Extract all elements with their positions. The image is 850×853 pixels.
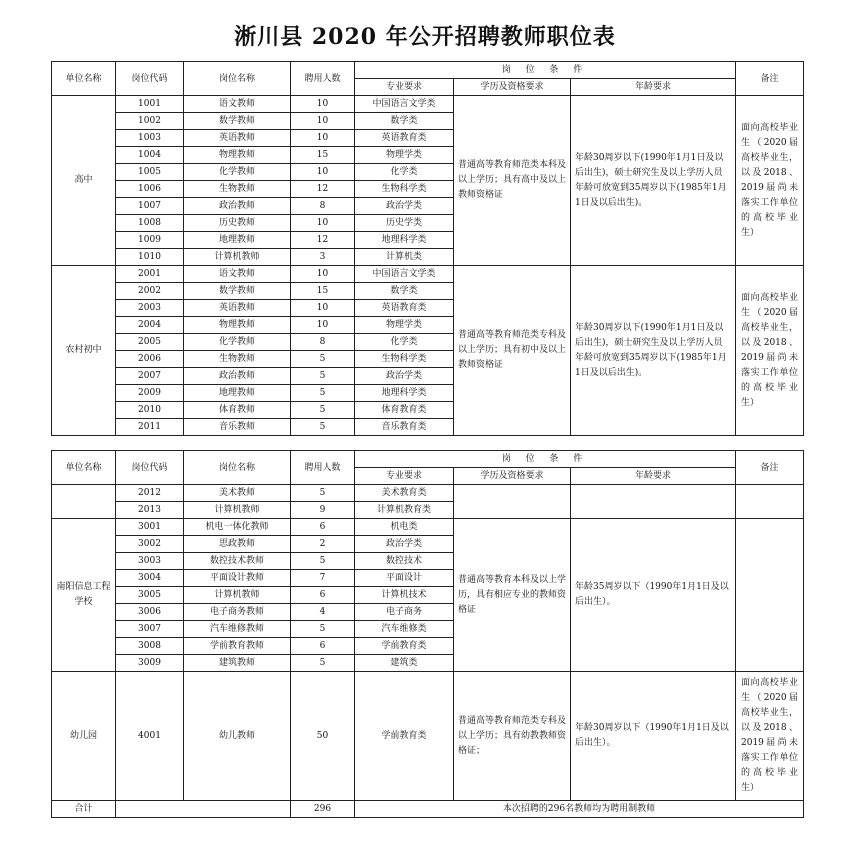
position-code: 1005: [116, 164, 184, 181]
position-code: 2009: [116, 385, 184, 402]
major-requirement: 生物科学类: [355, 351, 454, 368]
position-name: 学前教育教师: [184, 638, 291, 655]
position-code: 1003: [116, 130, 184, 147]
hire-count: 15: [291, 283, 355, 300]
major-requirement: 地理科学类: [355, 232, 454, 249]
position-name: 计算机教师: [184, 587, 291, 604]
position-code: 3009: [116, 655, 184, 672]
major-requirement: 机电类: [355, 519, 454, 536]
position-code: 1009: [116, 232, 184, 249]
vocational-school-group: [52, 519, 804, 672]
header-name: 岗位名称: [184, 62, 291, 96]
hire-count: 10: [291, 215, 355, 232]
hire-count: 50: [291, 672, 355, 801]
major-requirement: 物理学类: [355, 147, 454, 164]
header-code: 岗位代码: [116, 451, 184, 485]
position-code: 1004: [116, 147, 184, 164]
hire-count: 6: [291, 638, 355, 655]
header-age: 年龄要求: [571, 79, 736, 96]
position-code: 2005: [116, 334, 184, 351]
hire-count: 5: [291, 385, 355, 402]
kindergarten-group: [52, 672, 804, 801]
major-requirement: 美术教育类: [355, 485, 454, 502]
unit-name: 农村初中: [52, 266, 116, 436]
hire-count: 5: [291, 553, 355, 570]
remark: [736, 485, 804, 519]
position-name: 建筑教师: [184, 655, 291, 672]
header-code: 岗位代码: [116, 62, 184, 96]
major-requirement: 建筑类: [355, 655, 454, 672]
hire-count: 9: [291, 502, 355, 519]
position-name: 物理教师: [184, 317, 291, 334]
unit-name: 南阳信息工程学校: [52, 519, 116, 672]
hire-count: 5: [291, 402, 355, 419]
position-code: 2002: [116, 283, 184, 300]
hire-count: 10: [291, 317, 355, 334]
major-requirement: 音乐教育类: [355, 419, 454, 436]
high-school-group: [52, 96, 804, 266]
position-name: 体育教师: [184, 402, 291, 419]
major-requirement: 体育教育类: [355, 402, 454, 419]
major-requirement: 化学类: [355, 334, 454, 351]
major-requirement: 政治学类: [355, 198, 454, 215]
hire-count: 7: [291, 570, 355, 587]
hire-count: 4: [291, 604, 355, 621]
remark: 面向高校毕业生（2020届高校毕业生，以及2018、2019届尚未落实工作单位的高校毕业生）: [736, 266, 804, 436]
position-name: 语文教师: [184, 96, 291, 113]
position-name: 计算机教师: [184, 502, 291, 519]
table-row: [52, 266, 804, 283]
position-name: 生物教师: [184, 351, 291, 368]
position-name: 政治教师: [184, 368, 291, 385]
position-name: 生物教师: [184, 181, 291, 198]
position-name: 地理教师: [184, 385, 291, 402]
education-requirement: 普通高等教育师范类专科及以上学历；具有幼教教师资格证；: [454, 672, 571, 801]
position-name: 幼儿教师: [184, 672, 291, 801]
position-code: 2004: [116, 317, 184, 334]
position-code: 4001: [116, 672, 184, 801]
major-requirement: 电子商务: [355, 604, 454, 621]
age-requirement: 年龄30周岁以下(1990年1月1日及以后出生)，硕士研究生及以上学历人员年龄可放宽到35周岁以下(1985年1月1日及以后出生)。: [571, 96, 736, 266]
header-unit: 单位名称: [52, 451, 116, 485]
position-name: 英语教师: [184, 130, 291, 147]
hire-count: 10: [291, 164, 355, 181]
hire-count: 8: [291, 334, 355, 351]
unit-name: 高中: [52, 96, 116, 266]
total-note: 本次招聘的296名教师均为聘用制教师: [355, 801, 804, 818]
major-requirement: 化学类: [355, 164, 454, 181]
hire-count: 10: [291, 266, 355, 283]
position-code: 1010: [116, 249, 184, 266]
position-code: 2001: [116, 266, 184, 283]
position-name: 计算机教师: [184, 249, 291, 266]
major-requirement: 英语教育类: [355, 130, 454, 147]
major-requirement: 学前教育类: [355, 638, 454, 655]
header-count: 聘用人数: [291, 451, 355, 485]
header-remark: 备注: [736, 451, 804, 485]
position-name: 语文教师: [184, 266, 291, 283]
position-name: 数学教师: [184, 113, 291, 130]
major-requirement: 平面设计: [355, 570, 454, 587]
position-name: 物理教师: [184, 147, 291, 164]
hire-count: 5: [291, 655, 355, 672]
header-age: 年龄要求: [571, 468, 736, 485]
table-row: [52, 485, 804, 502]
position-name: 数控技术教师: [184, 553, 291, 570]
hire-count: 5: [291, 368, 355, 385]
remark: [736, 519, 804, 672]
header-education: 学历及资格要求: [454, 79, 571, 96]
position-name: 音乐教师: [184, 419, 291, 436]
education-requirement: 普通高等教育本科及以上学历，具有相应专业的教师资格证: [454, 519, 571, 672]
position-code: 1002: [116, 113, 184, 130]
position-code: 3001: [116, 519, 184, 536]
major-requirement: 地理科学类: [355, 385, 454, 402]
position-name: 历史教师: [184, 215, 291, 232]
position-name: 化学教师: [184, 164, 291, 181]
header-conditions: 岗 位 条 件: [355, 62, 736, 79]
header-name: 岗位名称: [184, 451, 291, 485]
position-code: 3004: [116, 570, 184, 587]
unit-name: 幼儿园: [52, 672, 116, 801]
hire-count: 5: [291, 621, 355, 638]
header-major: 专业要求: [355, 79, 454, 96]
position-code: 2010: [116, 402, 184, 419]
position-name: 英语教师: [184, 300, 291, 317]
hire-count: 5: [291, 419, 355, 436]
major-requirement: 计算机教育类: [355, 502, 454, 519]
hire-count: 6: [291, 587, 355, 604]
major-requirement: 政治学类: [355, 368, 454, 385]
position-name: 思政教师: [184, 536, 291, 553]
position-code: 1008: [116, 215, 184, 232]
hire-count: 15: [291, 147, 355, 164]
hire-count: 12: [291, 181, 355, 198]
hire-count: 10: [291, 96, 355, 113]
education-requirement: 普通高等教育师范类专科及以上学历；具有初中及以上教师资格证: [454, 266, 571, 436]
education-requirement: 普通高等教育师范类本科及以上学历；具有高中及以上教师资格证: [454, 96, 571, 266]
remark: 面向高校毕业生（2020届高校毕业生，以及2018、2019届尚未落实工作单位的高校毕业生）: [736, 672, 804, 801]
total-label: 合计: [52, 801, 116, 818]
positions-table-part-2: [51, 450, 804, 818]
position-code: 3007: [116, 621, 184, 638]
header-education: 学历及资格要求: [454, 468, 571, 485]
position-code: 3002: [116, 536, 184, 553]
position-name: 政治教师: [184, 198, 291, 215]
table-row: [52, 519, 804, 536]
position-code: 3006: [116, 604, 184, 621]
position-name: 地理教师: [184, 232, 291, 249]
position-name: 美术教师: [184, 485, 291, 502]
position-name: 化学教师: [184, 334, 291, 351]
major-requirement: 英语教育类: [355, 300, 454, 317]
major-requirement: 生物科学类: [355, 181, 454, 198]
position-name: 机电一体化教师: [184, 519, 291, 536]
age-requirement: [571, 485, 736, 519]
position-name: 平面设计教师: [184, 570, 291, 587]
hire-count: 6: [291, 519, 355, 536]
major-requirement: 计算机技术: [355, 587, 454, 604]
total-count: 296: [291, 801, 355, 818]
position-code: 2007: [116, 368, 184, 385]
position-code: 2006: [116, 351, 184, 368]
major-requirement: 计算机类: [355, 249, 454, 266]
major-requirement: 数学类: [355, 113, 454, 130]
age-requirement: 年龄35周岁以下（1990年1月1日及以后出生）。: [571, 519, 736, 672]
position-code: 2003: [116, 300, 184, 317]
position-code: 3005: [116, 587, 184, 604]
position-name: 数学教师: [184, 283, 291, 300]
major-requirement: 政治学类: [355, 536, 454, 553]
age-requirement: 年龄30周岁以下(1990年1月1日及以后出生)，硕士研究生及以上学历人员年龄可放宽到35周岁以下(1985年1月1日及以后出生)。: [571, 266, 736, 436]
hire-count: 2: [291, 536, 355, 553]
hire-count: 5: [291, 485, 355, 502]
major-requirement: 汽车维修类: [355, 621, 454, 638]
major-requirement: 物理学类: [355, 317, 454, 334]
major-requirement: 学前教育类: [355, 672, 454, 801]
position-code: 2012: [116, 485, 184, 502]
header-remark: 备注: [736, 62, 804, 96]
major-requirement: 中国语言文学类: [355, 96, 454, 113]
page-title: 淅川县 2020 年公开招聘教师职位表: [234, 24, 616, 50]
rural-middle-continued-group: [52, 485, 804, 519]
hire-count: 10: [291, 130, 355, 147]
hire-count: 12: [291, 232, 355, 249]
total-empty: [116, 801, 291, 818]
header-count: 聘用人数: [291, 62, 355, 96]
position-code: 1001: [116, 96, 184, 113]
hire-count: 10: [291, 113, 355, 130]
major-requirement: 数控技术: [355, 553, 454, 570]
header-unit: 单位名称: [52, 62, 116, 96]
total-group: [52, 801, 804, 818]
major-requirement: 中国语言文学类: [355, 266, 454, 283]
position-name: 电子商务教师: [184, 604, 291, 621]
hire-count: 5: [291, 351, 355, 368]
position-code: 3008: [116, 638, 184, 655]
age-requirement: 年龄30周岁以下（1990年1月1日及以后出生）。: [571, 672, 736, 801]
positions-table-part-1: [51, 61, 804, 436]
position-code: 2011: [116, 419, 184, 436]
hire-count: 8: [291, 198, 355, 215]
position-code: 1007: [116, 198, 184, 215]
hire-count: 3: [291, 249, 355, 266]
major-requirement: 历史学类: [355, 215, 454, 232]
header-conditions: 岗 位 条 件: [355, 451, 736, 468]
education-requirement: [454, 485, 571, 519]
hire-count: 10: [291, 300, 355, 317]
remark: 面向高校毕业生（2020届高校毕业生，以及2018、2019届尚未落实工作单位的高校毕业生）: [736, 96, 804, 266]
position-name: 汽车维修教师: [184, 621, 291, 638]
major-requirement: 数学类: [355, 283, 454, 300]
table-row: [52, 96, 804, 113]
rural-middle-group: [52, 266, 804, 436]
position-code: 1006: [116, 181, 184, 198]
position-code: 2013: [116, 502, 184, 519]
position-code: 3003: [116, 553, 184, 570]
header-major: 专业要求: [355, 468, 454, 485]
unit-name-continued: [52, 485, 116, 519]
